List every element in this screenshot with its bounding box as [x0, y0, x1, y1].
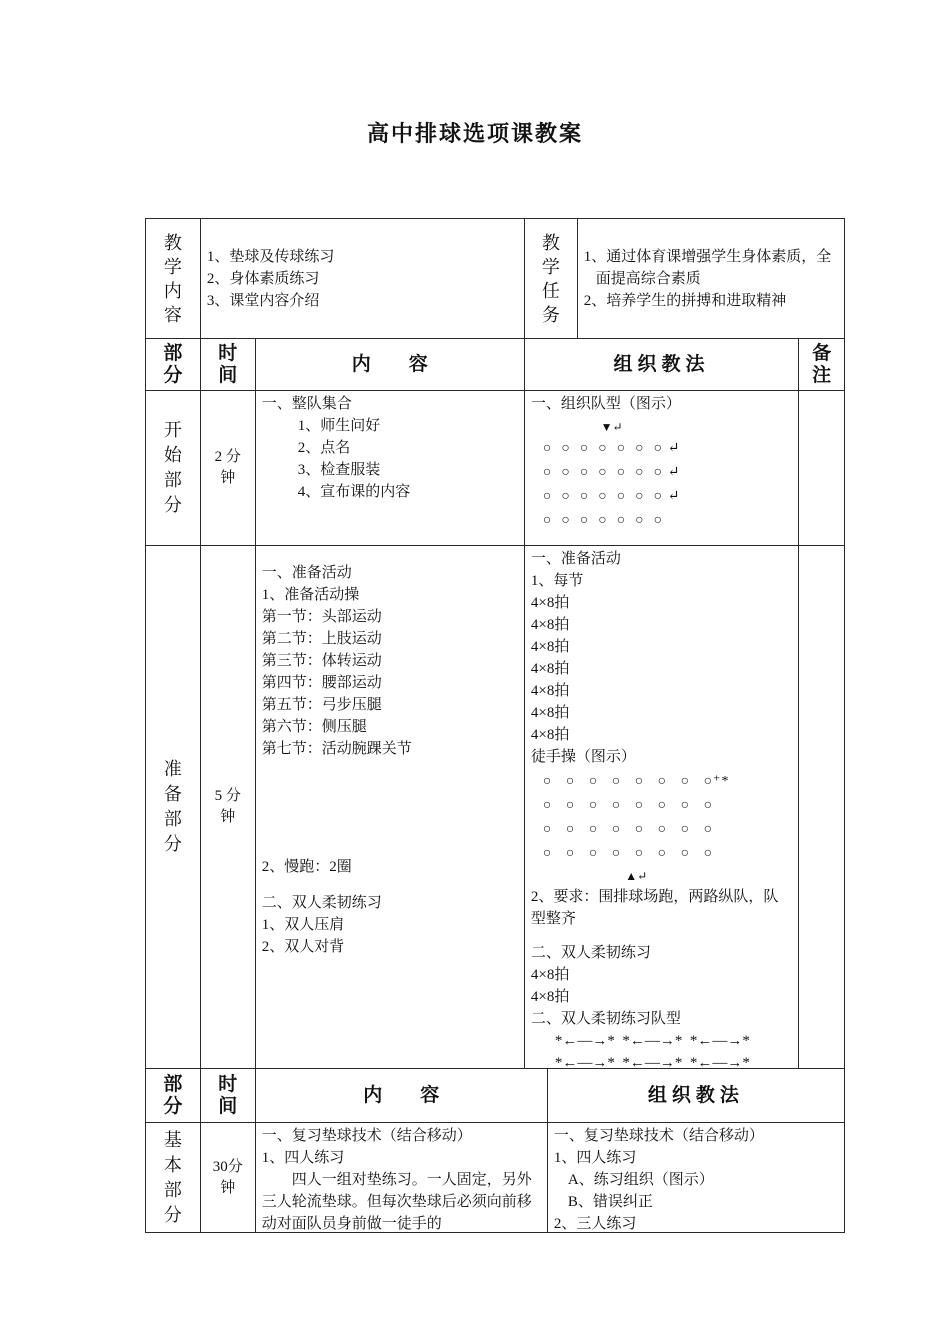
page-title: 高中排球选项课教案 [366, 121, 583, 146]
header-content-cell [256, 1069, 548, 1122]
header-content: 内 容 [363, 1084, 440, 1106]
teaching-content-item: 3、课堂内容介绍 [206, 292, 320, 309]
basic-section-row [146, 1123, 844, 1232]
opening-content-line: 1、师生问好 [297, 418, 381, 434]
header-note: 备注 [812, 342, 832, 386]
flexibility-formation-title: 二、双人柔韧练习队型 [530, 1011, 681, 1027]
basic-content-line: 一、复习垫球技术（结合移动） [261, 1128, 472, 1144]
beat-count: 4×8拍 [530, 661, 570, 677]
basic-part-cell [146, 1123, 201, 1232]
preparation-content-line: 第六节：侧压腿 [261, 719, 367, 735]
lesson-plan-table [145, 218, 845, 1233]
preparation-method-line: 1、每节 [530, 573, 584, 589]
formation-row: ○ ○ ○ ○ ○ ○ ○ ○⁺* [542, 774, 730, 789]
basic-method-line: 2、三人练习 [553, 1216, 637, 1232]
flexibility-title: 二、双人柔韧练习 [530, 945, 651, 961]
preparation-content-line: 第五节：弓步压腿 [261, 697, 382, 713]
teaching-content-label: 教学内容 [163, 232, 182, 325]
basic-method-cell [548, 1123, 844, 1232]
beat-count: 4×8拍 [530, 617, 570, 633]
preparation-part-cell [146, 546, 201, 1068]
header-part: 部分 [163, 1073, 183, 1117]
teaching-task-item: 2、培养学生的拼搏和进取精神 [583, 292, 787, 309]
beat-count: 4×8拍 [530, 705, 570, 721]
table-header-row-2 [146, 1069, 844, 1123]
basic-content-cell [256, 1123, 548, 1232]
teaching-info-row [146, 219, 844, 339]
teaching-task-list [584, 246, 838, 312]
opening-method-title: 一、组织队型（图示） [530, 396, 681, 412]
teaching-content-list [207, 246, 335, 312]
preparation-method-title: 一、准备活动 [530, 551, 621, 567]
basic-content-paragraph: 四人一组对垫练习。一人固定，另外三人轮流垫球。但每次垫球后必须向前移动对面队员身前做一徒手的 [261, 1172, 532, 1232]
header-time: 时间 [218, 342, 238, 386]
header-content: 内 容 [351, 353, 428, 375]
basic-time-cell [201, 1123, 256, 1232]
preparation-content-line: 1、双人压肩 [261, 917, 345, 933]
header-part-cell [146, 1069, 201, 1122]
preparation-requirement: 2、要求：围排球场跑，两路纵队，队型整齐 [530, 889, 779, 927]
beat-count: 4×8拍 [530, 595, 570, 611]
preparation-content-line: 一、准备活动 [261, 565, 352, 581]
opening-content-line: 2、点名 [297, 440, 351, 456]
preparation-content-line: 第七节：活动腕踝关节 [261, 741, 412, 757]
opening-part-label: 开始部分 [163, 420, 182, 515]
formation-front-marker: ▼↵ [600, 420, 623, 434]
teaching-task-cell [578, 219, 844, 338]
header-content-cell [256, 339, 525, 390]
beat-count: 4×8拍 [530, 683, 570, 699]
basic-method-line: 1、四人练习 [553, 1150, 637, 1166]
preparation-content-line: 二、双人柔韧练习 [261, 895, 382, 911]
pair-arrow-row: *←—→* *←—→* *←—→* [554, 1055, 750, 1068]
header-time-cell [201, 1069, 256, 1122]
preparation-content-line: 第三节：体转运动 [261, 653, 382, 669]
teaching-task-label-cell [525, 219, 578, 338]
beat-count: 4×8拍 [530, 989, 570, 1005]
basic-content-line: 1、四人练习 [261, 1150, 345, 1166]
basic-part-label: 基本部分 [163, 1129, 182, 1225]
opening-content-cell [256, 391, 525, 545]
preparation-method-cell [525, 546, 799, 1068]
preparation-content-line: 2、双人对背 [261, 939, 345, 955]
header-time-cell [201, 339, 256, 390]
teaching-task-item: 1、通过体育课增强学生身体素质，全面提高综合素质 [583, 248, 832, 287]
formation-row: ○ ○ ○ ○ ○ ○ ○ ○ [542, 798, 714, 813]
opening-content-line: 4、宣布课的内容 [297, 484, 411, 500]
preparation-content-cell [256, 546, 525, 1068]
preparation-section-row [146, 546, 844, 1069]
opening-method-cell [525, 391, 799, 545]
preparation-content-line: 2、慢跑：2圈 [261, 859, 352, 875]
teaching-content-label-cell [146, 219, 201, 338]
basic-method-line: 一、复习垫球技术（结合移动） [553, 1128, 764, 1144]
header-method: 组织教法 [647, 1084, 744, 1106]
header-part-cell [146, 339, 201, 390]
formation-row: ○ ○ ○ ○ ○ ○ ○ ↵ [542, 489, 681, 504]
opening-time: 2 分钟 [214, 449, 241, 486]
opening-time-cell [201, 391, 256, 545]
preparation-content-line: 第二节：上肢运动 [261, 631, 382, 647]
formation-row: ○ ○ ○ ○ ○ ○ ○ ○ [542, 822, 714, 837]
preparation-content-line: 第一节：头部运动 [261, 609, 382, 625]
formation-row: ○ ○ ○ ○ ○ ○ ○ ↵ [542, 465, 681, 480]
header-method-cell [525, 339, 799, 390]
freehand-formation-diagram [543, 770, 730, 886]
opening-content-line: 一、整队集合 [261, 396, 352, 412]
basic-time: 30分钟 [212, 1158, 243, 1196]
preparation-time: 5 分钟 [214, 788, 241, 825]
formation-row: ○ ○ ○ ○ ○ ○ ○ ○ [542, 846, 714, 861]
preparation-note-cell [799, 546, 844, 1068]
opening-formation-diagram [543, 417, 680, 533]
formation-row: ○ ○ ○ ○ ○ ○ ○ [542, 513, 664, 528]
opening-section-row [146, 391, 844, 546]
header-note-cell [799, 339, 844, 390]
teaching-task-label: 教学任务 [541, 232, 560, 325]
freehand-exercise-title: 徒手操（图示） [530, 749, 636, 765]
table-header-row [146, 339, 844, 391]
beat-count: 4×8拍 [530, 967, 570, 983]
header-part: 部分 [163, 342, 183, 386]
basic-method-line: A、练习组织（图示） [567, 1172, 714, 1188]
header-method: 组织教法 [613, 353, 710, 375]
formation-row: ○ ○ ○ ○ ○ ○ ○ ↵ [542, 441, 681, 456]
opening-part-cell [146, 391, 201, 545]
beat-count: 4×8拍 [530, 727, 570, 743]
preparation-content-line: 1、准备活动操 [261, 587, 360, 603]
teaching-content-item: 2、身体素质练习 [206, 270, 320, 287]
preparation-part-label: 准备部分 [163, 759, 182, 854]
teaching-content-cell [201, 219, 525, 338]
formation-back-marker: ▲↵ [625, 869, 648, 883]
header-time: 时间 [218, 1073, 238, 1117]
teaching-content-item: 1、垫球及传球练习 [206, 248, 335, 265]
basic-method-line: B、错误纠正 [567, 1194, 653, 1210]
pair-arrow-row: *←—→* *←—→* *←—→* [554, 1033, 750, 1049]
opening-note-cell [799, 391, 844, 545]
preparation-content-line: 第四节：腰部运动 [261, 675, 382, 691]
header-method-cell [548, 1069, 844, 1122]
opening-content-line: 3、检查服装 [297, 462, 381, 478]
preparation-time-cell [201, 546, 256, 1068]
beat-count: 4×8拍 [530, 639, 570, 655]
